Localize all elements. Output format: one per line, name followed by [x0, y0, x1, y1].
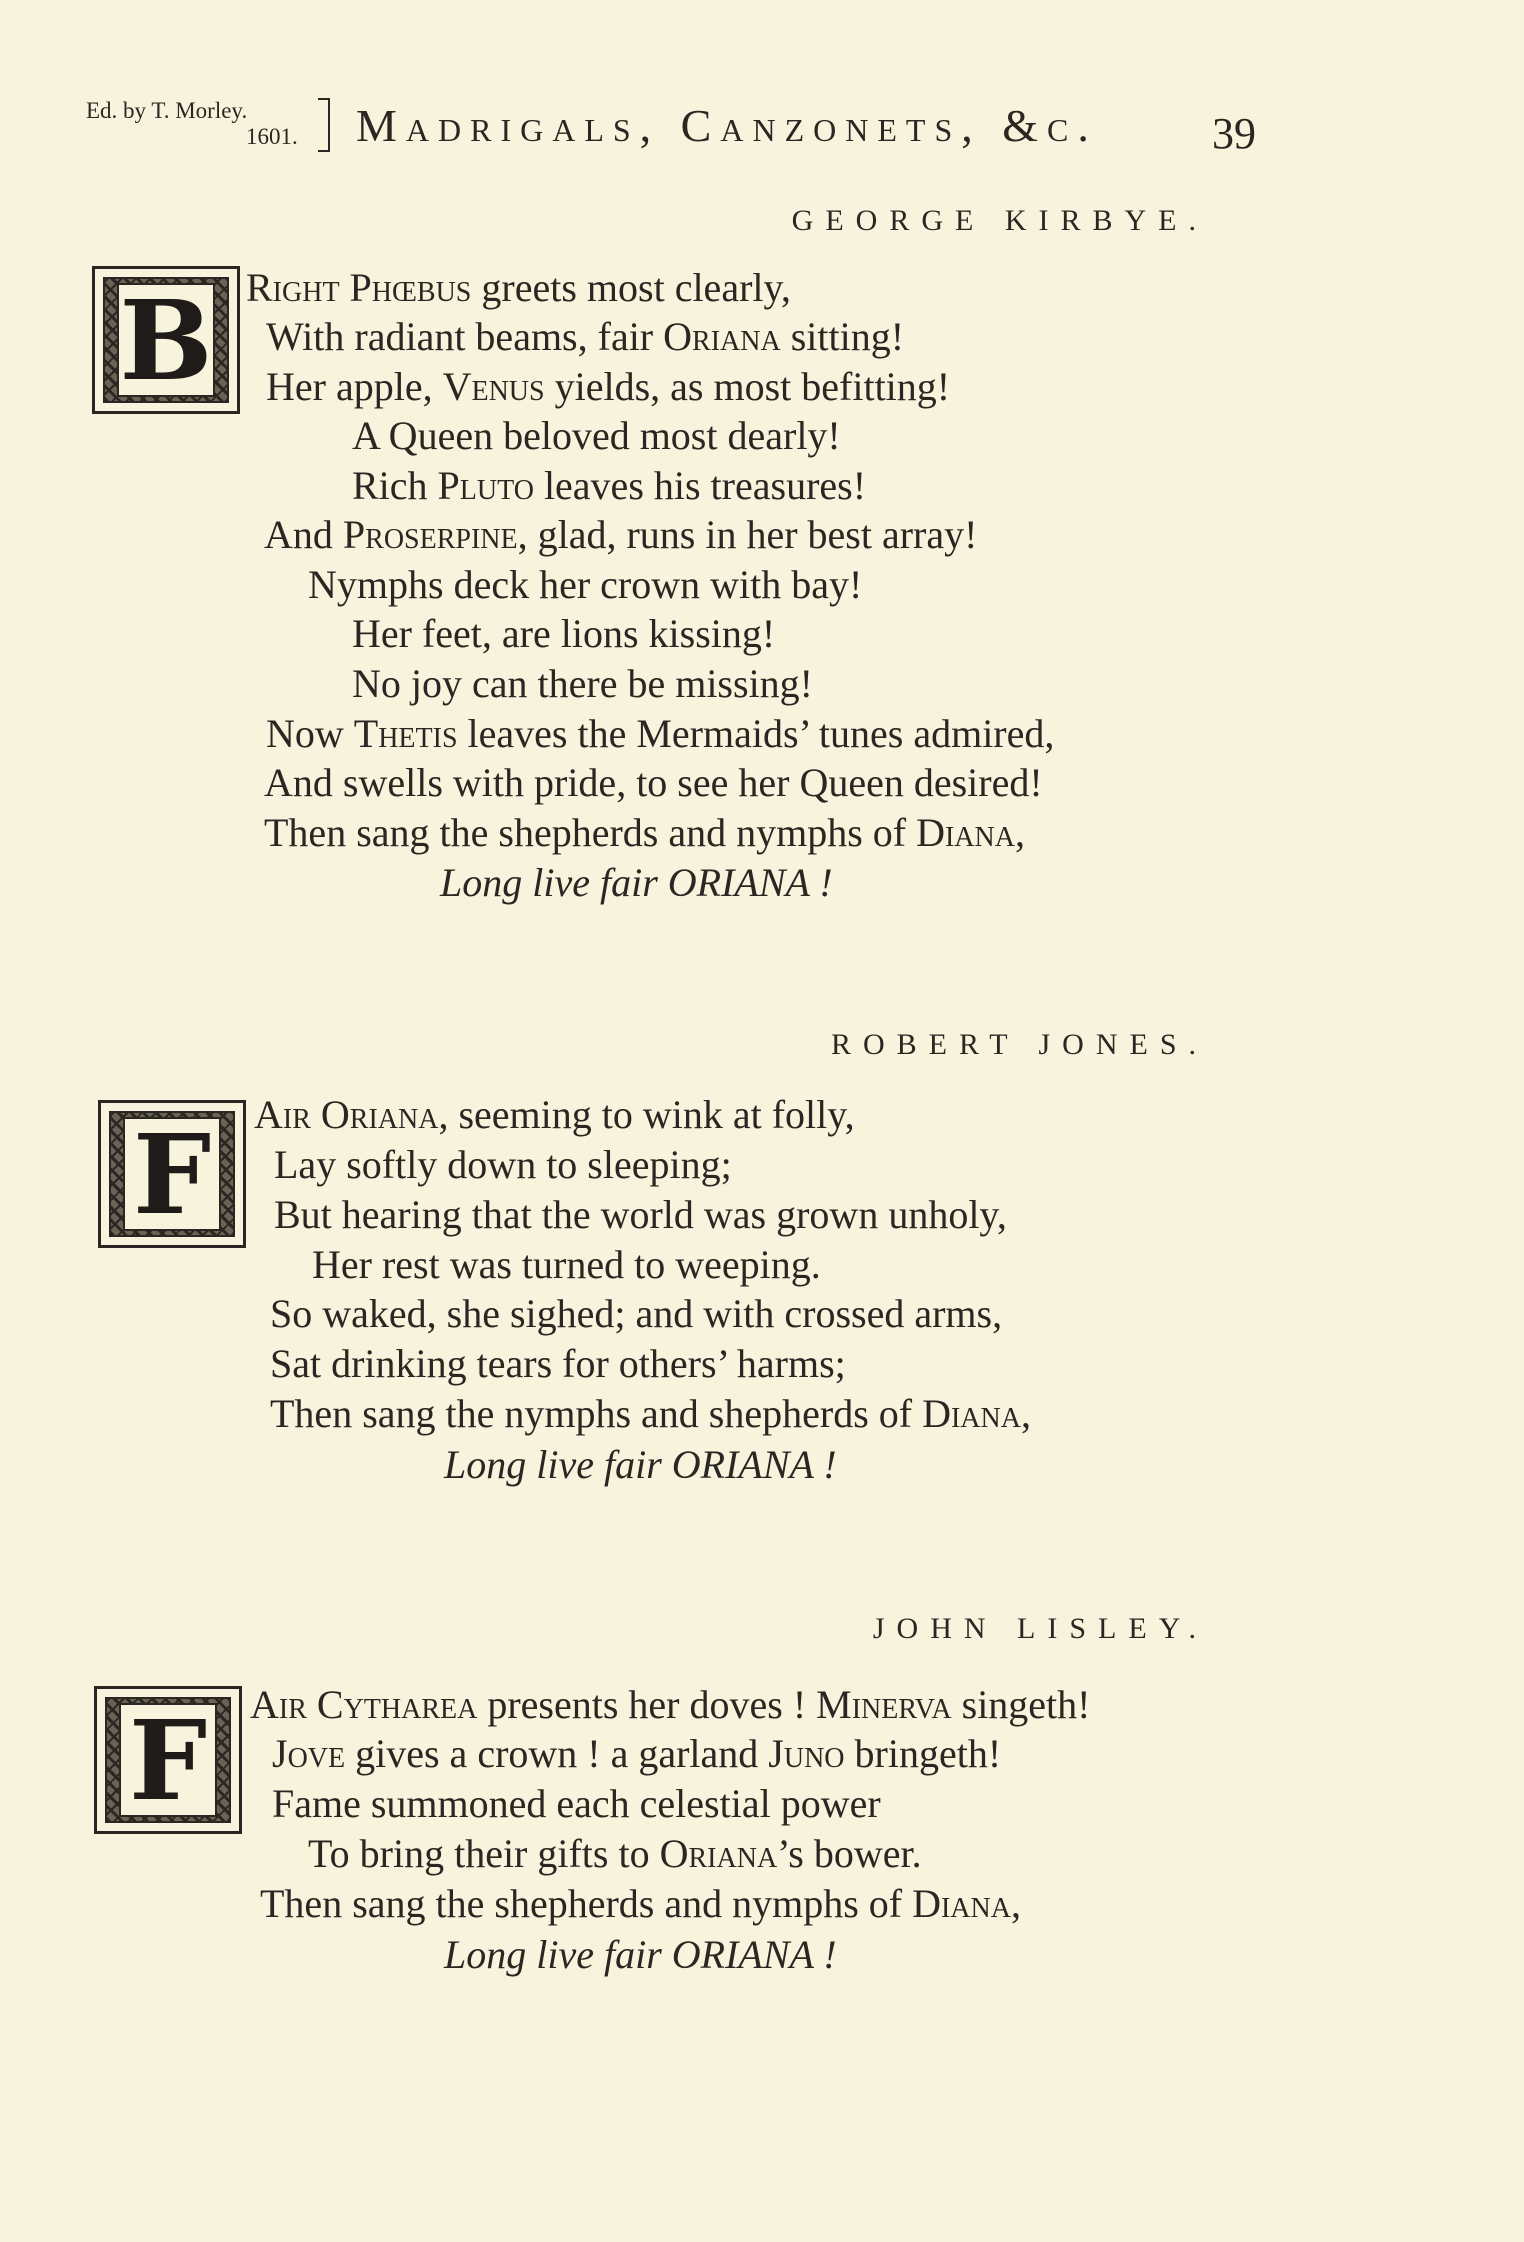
poem-line — [264, 758, 1043, 808]
line-text: And — [264, 512, 343, 557]
line-text: Her apple, — [266, 364, 443, 409]
line-text: Sat drinking tears for others’ harms; — [270, 1341, 846, 1386]
line-text: leaves his treasures! — [533, 463, 867, 508]
drop-cap-ornament — [94, 1686, 242, 1834]
drop-cap-letter: F — [123, 1117, 221, 1231]
line-text: To bring their gifts to — [308, 1831, 660, 1876]
line-text: yields, as most befitting! — [544, 364, 951, 409]
line-text: leaves the Mermaids’ tunes admired, — [457, 711, 1055, 756]
poem-line — [352, 411, 841, 461]
poem-line — [308, 560, 862, 610]
line-text: , glad, runs in her best array! — [517, 512, 978, 557]
line-text: Her feet, are lions kissing! — [352, 611, 776, 656]
line-text: Then sang the shepherds and nymphs of — [260, 1881, 913, 1926]
poem-line — [312, 1240, 821, 1290]
poem-author: JOHN LISLEY. — [872, 1612, 1208, 1645]
editor-credit: Ed. by T. Morley. — [86, 98, 248, 123]
line-text: Rich — [352, 463, 438, 508]
poem-line — [274, 1190, 1007, 1240]
poem-line — [246, 263, 791, 313]
line-text: Long live fair ORIANA ! — [444, 1442, 837, 1487]
poem-line — [260, 1879, 1021, 1929]
small-caps-word: Diana — [916, 810, 1015, 855]
running-header — [86, 92, 1256, 172]
line-text: greets most clearly, — [471, 265, 791, 310]
poem-line — [444, 1930, 837, 1980]
line-text: Long live fair ORIANA ! — [444, 1932, 837, 1977]
line-text: And swells with pride, to see her Queen desired! — [264, 760, 1043, 805]
line-text: , — [1020, 1391, 1031, 1436]
small-caps-word: Oriana — [659, 1831, 778, 1876]
poem-line — [352, 609, 775, 659]
poem-author: ROBERT JONES. — [830, 1028, 1208, 1061]
line-text: Long live fair ORIANA ! — [440, 860, 833, 905]
small-caps-word: Right Phœbus — [246, 265, 472, 310]
poem-line — [264, 510, 977, 560]
line-text: A Queen beloved most dearly! — [352, 413, 841, 458]
line-text: , — [1014, 810, 1025, 855]
drop-cap-letter: B — [117, 283, 215, 397]
running-title: Madrigals, Canzonets, &c. — [356, 100, 1098, 151]
editor-credit-year: 1601. — [246, 124, 298, 149]
poem-line — [266, 709, 1054, 759]
small-caps-word: Proserpine — [342, 512, 518, 557]
small-caps-word: Diana — [922, 1391, 1021, 1436]
line-text: singeth! — [951, 1682, 1091, 1727]
small-caps-word: Jove — [272, 1731, 346, 1776]
line-text: Now — [266, 711, 354, 756]
line-text: presents her doves ! — [477, 1682, 817, 1727]
poem-line — [352, 461, 866, 511]
small-caps-word: Diana — [912, 1881, 1011, 1926]
line-text: Then sang the shepherds and nymphs of — [264, 810, 917, 855]
line-text: Lay softly down to sleeping; — [274, 1142, 732, 1187]
line-text: gives a crown ! a garland — [345, 1731, 769, 1776]
line-text: Fame summoned each celestial power — [272, 1781, 881, 1826]
poem-line — [272, 1729, 1001, 1779]
line-text: ’s bower. — [777, 1831, 922, 1876]
poem-line — [352, 659, 813, 709]
small-caps-word: Minerva — [816, 1682, 952, 1727]
poem-line — [270, 1389, 1031, 1439]
line-text: But hearing that the world was grown unholy, — [274, 1192, 1007, 1237]
poem-line — [440, 858, 833, 908]
small-caps-word: Thetis — [353, 711, 458, 756]
line-text: Nymphs deck her crown with bay! — [308, 562, 863, 607]
line-text: , seeming to wink at folly, — [438, 1092, 855, 1137]
line-text: bringeth! — [844, 1731, 1002, 1776]
line-text: Then sang the nymphs and shepherds of — [270, 1391, 923, 1436]
small-caps-word: Venus — [442, 364, 545, 409]
poem-line — [266, 362, 950, 412]
drop-cap-ornament — [98, 1100, 246, 1248]
poem-line — [308, 1829, 922, 1879]
line-text: sitting! — [780, 314, 905, 359]
header-bracket — [318, 98, 330, 152]
poem-line — [270, 1339, 846, 1389]
line-text: With radiant beams, fair — [266, 314, 664, 359]
poem-author: GEORGE KIRBYE. — [791, 204, 1208, 237]
drop-cap-ornament — [92, 266, 240, 414]
poem-line — [270, 1289, 1002, 1339]
poem-line — [250, 1680, 1091, 1730]
small-caps-word: Pluto — [437, 463, 534, 508]
small-caps-word: Air Cytharea — [250, 1682, 478, 1727]
poem-line — [266, 312, 904, 362]
line-text: Her rest was turned to weeping. — [312, 1242, 821, 1287]
small-caps-word: Oriana — [663, 314, 781, 359]
poem-line — [272, 1779, 881, 1829]
small-caps-word: Air Oriana — [254, 1092, 439, 1137]
page-number: 39 — [1212, 109, 1256, 158]
poem-line — [444, 1440, 837, 1490]
small-caps-word: Juno — [768, 1731, 845, 1776]
line-text: So waked, she sighed; and with crossed arms, — [270, 1291, 1003, 1336]
poem-line — [264, 808, 1025, 858]
line-text: , — [1010, 1881, 1021, 1926]
drop-cap-letter: F — [119, 1703, 217, 1817]
line-text: No joy can there be missing! — [352, 661, 813, 706]
poem-line — [274, 1140, 732, 1190]
poem-line — [254, 1090, 855, 1140]
